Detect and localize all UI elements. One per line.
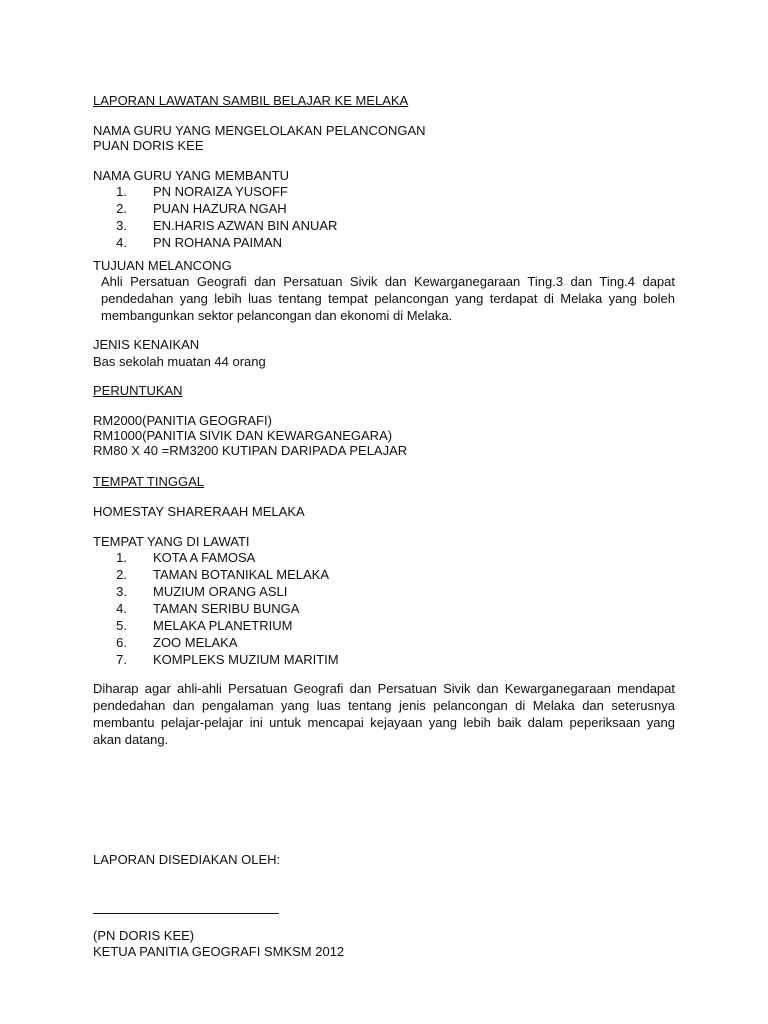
allocation-section	[93, 383, 675, 458]
list-item	[93, 200, 675, 217]
list-text: TAMAN BOTANIKAL MELAKA	[153, 567, 330, 582]
list-item	[93, 634, 675, 651]
signatory-name: (PN DORIS KEE)	[93, 928, 195, 943]
allocation-lines	[93, 413, 675, 458]
organizer-section	[93, 123, 675, 153]
list-number: 3.	[116, 584, 127, 599]
list-number: 2.	[116, 567, 127, 582]
list-number: 1.	[116, 184, 127, 199]
list-item	[93, 234, 675, 251]
allocation-label: PERUNTUKAN	[93, 383, 183, 398]
document-title: LAPORAN LAWATAN SAMBIL BELAJAR KE MELAKA	[93, 93, 409, 108]
list-number: 4.	[116, 235, 127, 250]
transport-label: JENIS KENAIKAN	[93, 337, 200, 352]
list-item	[93, 217, 675, 234]
list-text: EN.HARIS AZWAN BIN ANUAR	[153, 218, 338, 233]
stay-section	[93, 474, 675, 519]
purpose-section	[93, 258, 675, 324]
list-number: 1.	[116, 550, 127, 565]
transport-section	[93, 336, 675, 370]
assistants-list	[93, 183, 675, 251]
list-number: 4.	[116, 601, 127, 616]
list-text: MUZIUM ORANG ASLI	[153, 584, 288, 599]
prepared-by-label: LAPORAN DISEDIAKAN OLEH:	[93, 852, 281, 867]
list-item	[93, 183, 675, 200]
transport-text: Bas sekolah muatan 44 orang	[93, 354, 266, 369]
list-text: TAMAN SERIBU BUNGA	[153, 601, 300, 616]
list-text: PUAN HAZURA NGAH	[153, 201, 287, 216]
purpose-text: Ahli Persatuan Geografi dan Persatuan Sivik dan Kewarganegaraan Ting.3 dan Ting.4 dapat pendedahan yang lebih luas tentang tempat pelancongan yang terdapat di Melaka yang boleh membangunkan sektor pelancongan dan ekonomi di Melaka.	[101, 274, 675, 323]
list-text: KOTA A FAMOSA	[153, 550, 256, 565]
allocation-line: RM80 X 40 =RM3200 KUTIPAN DARIPADA PELAJAR	[93, 443, 408, 458]
places-list	[93, 549, 675, 668]
assistants-section	[93, 168, 675, 251]
closing-paragraph: Diharap agar ahli-ahli Persatuan Geografi dan Persatuan Sivik dan Kewarganegaraan mendapat pendedahan dan pengalaman yang luas tentang jenis pelancongan di Melaka dan seterusnya membantu pelajar-pelajar ini untuk mencapai kejayaan yang lebih baik dalam peperiksaan yang akan datang.	[93, 681, 675, 747]
list-text: KOMPLEKS MUZIUM MARITIM	[153, 652, 339, 667]
signature-line	[93, 913, 279, 914]
list-item	[93, 566, 675, 583]
places-label: TEMPAT YANG DI LAWATI	[93, 534, 250, 549]
list-number: 5.	[116, 618, 127, 633]
list-text: MELAKA PLANETRIUM	[153, 618, 293, 633]
signatory-block	[93, 928, 344, 960]
list-item	[93, 549, 675, 566]
allocation-line: RM2000(PANITIA GEOGRAFI)	[93, 413, 272, 428]
places-section	[93, 534, 675, 668]
organizer-name: PUAN DORIS KEE	[93, 138, 204, 153]
list-item	[93, 651, 675, 668]
list-item	[93, 617, 675, 634]
list-number: 6.	[116, 635, 127, 650]
list-number: 3.	[116, 218, 127, 233]
list-item	[93, 600, 675, 617]
signatory-position: KETUA PANITIA GEOGRAFI SMKSM 2012	[93, 944, 345, 959]
document-body	[93, 93, 675, 748]
list-text: PN ROHANA PAIMAN	[153, 235, 283, 250]
list-number: 7.	[116, 652, 127, 667]
list-item	[93, 583, 675, 600]
list-text: PN NORAIZA YUSOFF	[153, 184, 288, 199]
list-number: 2.	[116, 201, 127, 216]
organizer-label: NAMA GURU YANG MENGELOLAKAN PELANCONGAN	[93, 123, 426, 138]
list-text: ZOO MELAKA	[153, 635, 238, 650]
purpose-label: TUJUAN MELANCONG	[93, 258, 232, 273]
stay-text: HOMESTAY SHARERAAH MELAKA	[93, 504, 305, 519]
assistants-label: NAMA GURU YANG MEMBANTU	[93, 168, 289, 183]
allocation-line: RM1000(PANITIA SIVIK DAN KEWARGANEGARA)	[93, 428, 393, 443]
stay-label: TEMPAT TINGGAL	[93, 474, 205, 489]
